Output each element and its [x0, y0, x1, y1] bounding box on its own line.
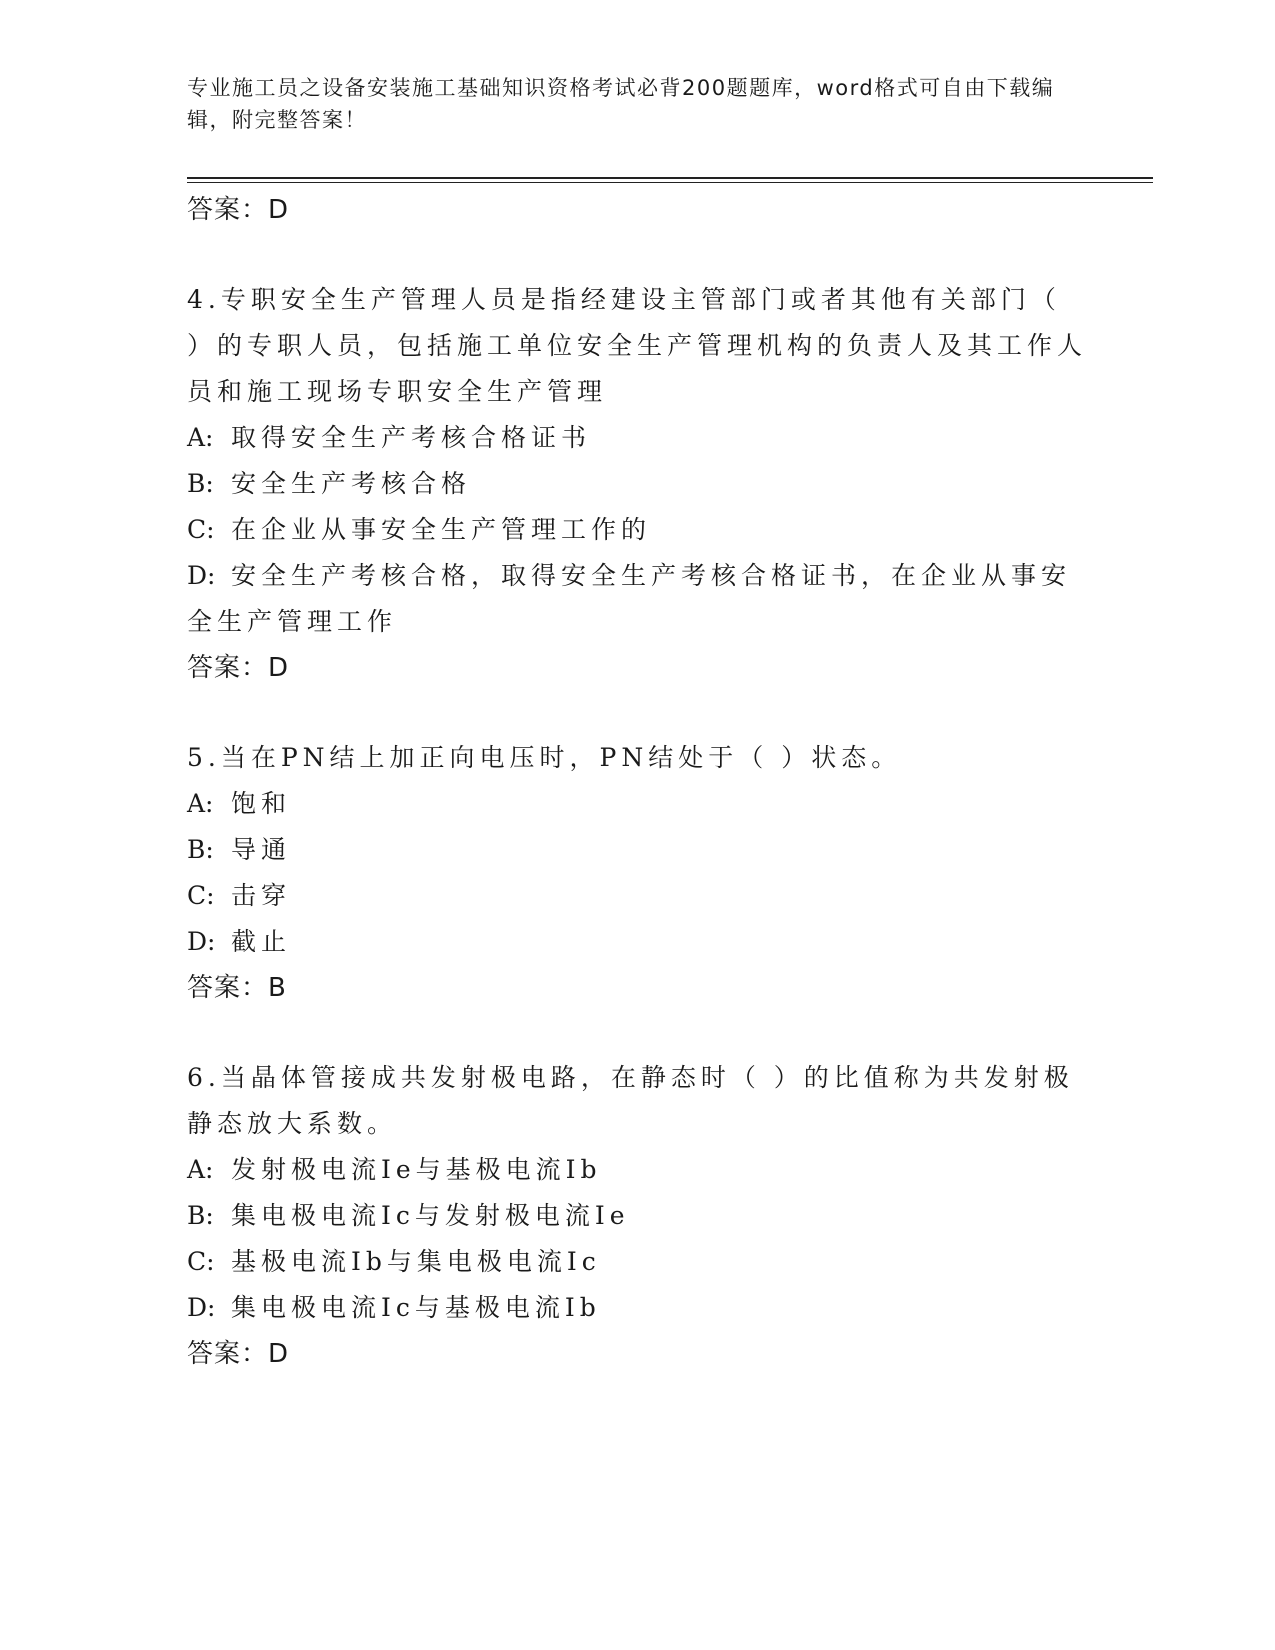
option-letter: B:: [187, 835, 214, 864]
answer: 答案：D: [187, 653, 290, 683]
question-6: [187, 1055, 1087, 1377]
document-body: [187, 187, 1087, 1377]
option-c: [187, 873, 1087, 919]
option-b: [187, 1193, 1087, 1239]
option-text: 截止: [231, 927, 292, 956]
option-d: [187, 919, 1087, 965]
option-letter: D:: [187, 561, 216, 590]
option-a: [187, 1147, 1087, 1193]
option-text: 取得安全生产考核合格证书: [231, 423, 592, 452]
option-letter: C:: [187, 515, 215, 544]
option-b: [187, 827, 1087, 873]
document-header: 专业施工员之设备安装施工基础知识资格考试必背200题题库，word格式可自由下载编辑，附完整答案！: [187, 76, 1055, 132]
option-text: 安全生产考核合格，取得安全生产考核合格证书，在企业从事安全生产管理工作: [187, 561, 1072, 636]
option-letter: C:: [187, 1247, 215, 1276]
previous-answer: 答案：D: [187, 195, 290, 225]
header-rule-thick: [187, 177, 1153, 179]
option-b: [187, 461, 1087, 507]
question-text: 5.当在PN结上加正向电压时，PN结处于（ ）状态。: [187, 743, 902, 772]
option-d: [187, 553, 1087, 645]
option-letter: B:: [187, 469, 214, 498]
option-a: [187, 781, 1087, 827]
option-text: 发射极电流Ie与基极电流Ib: [231, 1155, 602, 1184]
option-letter: A:: [187, 423, 214, 452]
option-c: [187, 1239, 1087, 1285]
option-text: 安全生产考核合格: [231, 469, 472, 498]
question-text: 4.专职安全生产管理人员是指经建设主管部门或者其他有关部门（ ）的专职人员，包括施工单位安全生产管理机构的负责人及其工作人员和施工现场专职安全生产管理: [187, 285, 1088, 406]
option-a: [187, 415, 1087, 461]
question-4: [187, 277, 1087, 691]
option-text: 在企业从事安全生产管理工作的: [231, 515, 652, 544]
option-letter: A:: [187, 789, 214, 818]
option-text: 集电极电流Ic与基极电流Ib: [231, 1293, 601, 1322]
option-text: 击穿: [231, 881, 292, 910]
option-text: 集电极电流Ic与发射极电流Ie: [231, 1201, 630, 1230]
option-c: [187, 507, 1087, 553]
option-letter: D:: [187, 927, 216, 956]
answer: 答案：D: [187, 1339, 290, 1369]
option-letter: B:: [187, 1201, 214, 1230]
question-5: [187, 735, 1087, 1011]
option-text: 导通: [231, 835, 292, 864]
header-rule-thin: [187, 182, 1153, 183]
option-text: 饱和: [231, 789, 292, 818]
option-text: 基极电流Ib与集电极电流Ic: [231, 1247, 601, 1276]
question-text: 6.当晶体管接成共发射极电路，在静态时（ ）的比值称为共发射极静态放大系数。: [187, 1063, 1074, 1138]
answer: 答案：B: [187, 973, 287, 1003]
option-letter: C:: [187, 881, 215, 910]
option-letter: A:: [187, 1155, 214, 1184]
option-d: [187, 1285, 1087, 1331]
option-letter: D:: [187, 1293, 216, 1322]
